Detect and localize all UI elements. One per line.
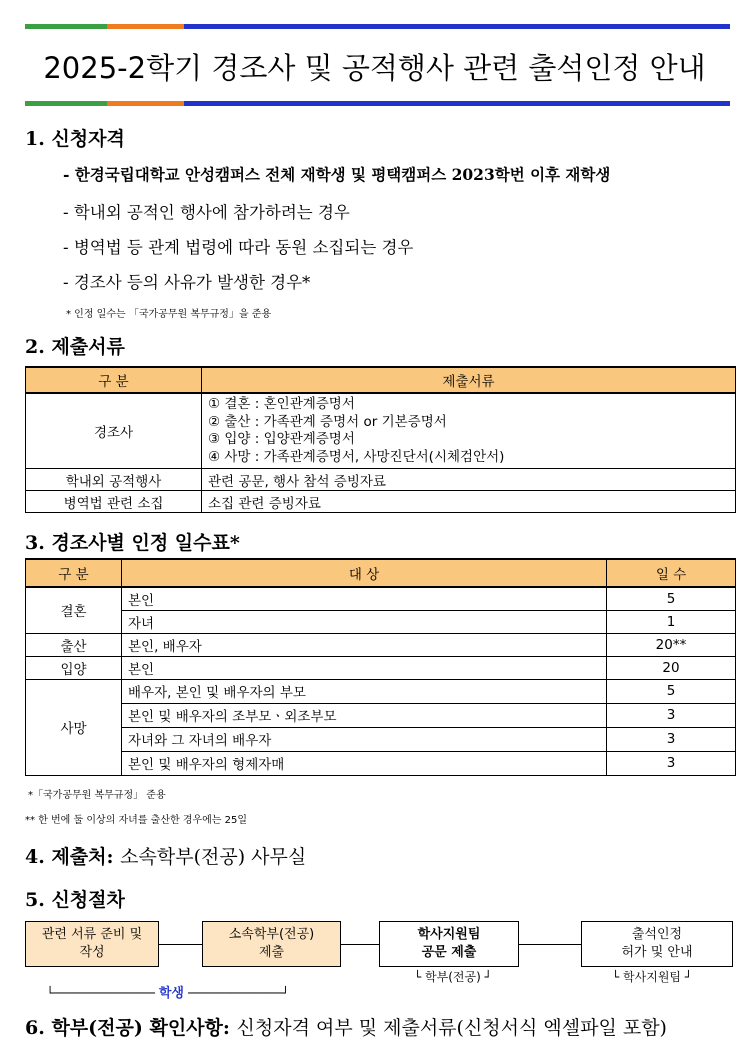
- step-connector: [159, 944, 202, 945]
- document-line: 소집 관련 증빙자료: [202, 491, 736, 513]
- section-2-heading: 2. 제출서류: [25, 336, 125, 358]
- days-target: 본인, 배우자: [122, 633, 607, 656]
- days-target: 자녀와 그 자녀의 배우자: [122, 727, 607, 751]
- step-line: 제출: [258, 945, 285, 960]
- days-value: 20: [607, 656, 736, 679]
- days-value: 5: [607, 587, 736, 610]
- days-target: 자녀: [122, 610, 607, 633]
- page-title: 2025-2학기 경조사 및 공적행사 관련 출석인정 안내: [43, 51, 706, 85]
- days-col-days: 일 수: [607, 559, 736, 587]
- eligibility-item-3: - 병역법 등 관계 법령에 따라 동원 소집되는 경우: [63, 238, 414, 257]
- section-5-heading: 5. 신청절차: [25, 889, 125, 911]
- step-line: 공문 제출: [421, 945, 477, 960]
- document-line: ③ 입양 : 입양관계증명서: [208, 431, 355, 447]
- days-target: 본인 및 배우자의 조부모ㆍ외조부모: [122, 703, 607, 727]
- step-line: 관련 서류 준비 및: [41, 927, 143, 942]
- office-bracket: └ 학사지원팀 ┘: [612, 970, 693, 984]
- days-value: 20**: [607, 633, 736, 656]
- step-line: 출석인정: [631, 927, 683, 942]
- section-3-heading: 3. 경조사별 인정 일수표*: [25, 532, 240, 554]
- section-4: [25, 842, 306, 869]
- document-line: ④ 사망 : 가족관계증명서, 사망진단서(시체검안서): [208, 448, 505, 465]
- section-4-label: 4. 제출처:: [25, 846, 114, 868]
- top-bar-orange: [107, 24, 184, 29]
- section-6-value: 신청자격 여부 및 제출서류(신청서식 엑셀파일 포함): [236, 1017, 667, 1039]
- documents-row-label: 병역법 관련 소집: [26, 491, 202, 513]
- documents-col-docs: 제출서류: [202, 367, 736, 393]
- step-line: 허가 및 안내: [621, 945, 693, 960]
- eligibility-note: * 인정 일수는 「국가공무원 복무규정」을 준용: [66, 309, 272, 320]
- documents-cell: [202, 393, 736, 469]
- days-group-label: 사망: [26, 679, 122, 775]
- bracket-student-label: 학생: [158, 986, 184, 1001]
- document-line: 관련 공문, 행사 참석 증빙자료: [202, 469, 736, 491]
- days-value: 3: [607, 703, 736, 727]
- days-target: 본인: [122, 656, 607, 679]
- days-group-label: 결혼: [26, 587, 122, 633]
- step-box-prepare: [25, 921, 159, 967]
- document-line: ② 출산 : 가족관계 증명서 or 기본증명서: [208, 413, 447, 430]
- step-line: 학사지원팀: [417, 927, 481, 942]
- bracket-left: └──────────────: [46, 986, 155, 1000]
- eligibility-item-1: - 한경국립대학교 안성캠퍼스 전체 재학생 및 평택캠퍼스 2023학번 이후 재학생: [63, 165, 611, 184]
- days-col-target: 대 상: [122, 559, 607, 587]
- days-table: [25, 558, 736, 776]
- days-group-label: 출산: [26, 633, 122, 656]
- section-4-value: 소속학부(전공) 사무실: [120, 846, 307, 868]
- step-box-approval: [581, 921, 733, 967]
- days-value: 1: [607, 610, 736, 633]
- step-connector: [519, 944, 581, 945]
- days-target: 본인 및 배우자의 형제자매: [122, 751, 607, 775]
- documents-row-label: 학내외 공적행사: [26, 469, 202, 491]
- eligibility-item-4: - 경조사 등의 사유가 발생한 경우*: [63, 273, 311, 292]
- days-target: 배우자, 본인 및 배우자의 부모: [122, 679, 607, 703]
- dept-bracket: └ 학부(전공) ┘: [414, 970, 492, 984]
- days-value: 5: [607, 679, 736, 703]
- step-line: 소속학부(전공): [228, 927, 315, 942]
- bracket-right: ─────────────┘: [187, 986, 290, 1000]
- documents-row-label: 경조사: [26, 393, 202, 469]
- bottom-bar-green: [25, 101, 107, 106]
- top-bar-green: [25, 24, 107, 29]
- student-bracket: [32, 968, 289, 1001]
- section-6-label: 6. 학부(전공) 확인사항:: [25, 1017, 230, 1039]
- section-6: [25, 1013, 749, 1040]
- days-target: 본인: [122, 587, 607, 610]
- bottom-bar-blue: [184, 101, 730, 106]
- document-line: ① 결혼 : 혼인관계증명서: [208, 396, 355, 412]
- days-value: 3: [607, 727, 736, 751]
- days-group-label: 입양: [26, 656, 122, 679]
- documents-col-category: 구 분: [26, 367, 202, 393]
- step-line: 작성: [79, 945, 105, 960]
- documents-table: [25, 366, 736, 513]
- bottom-bar-orange: [107, 101, 184, 106]
- days-value: 3: [607, 751, 736, 775]
- step-box-submit-dept: [202, 921, 341, 967]
- step-connector: [341, 944, 379, 945]
- top-bar-blue: [184, 24, 730, 29]
- days-note-2: ** 한 번에 둘 이상의 자녀를 출산한 경우에는 25일: [25, 815, 248, 826]
- days-note-1: *「국가공무원 복무규정」 준용: [28, 790, 166, 801]
- step-box-office: [379, 921, 519, 967]
- section-1-heading: 1. 신청자격: [25, 128, 125, 150]
- days-col-category: 구 분: [26, 559, 122, 587]
- eligibility-item-2: - 학내외 공적인 행사에 참가하려는 경우: [63, 203, 350, 222]
